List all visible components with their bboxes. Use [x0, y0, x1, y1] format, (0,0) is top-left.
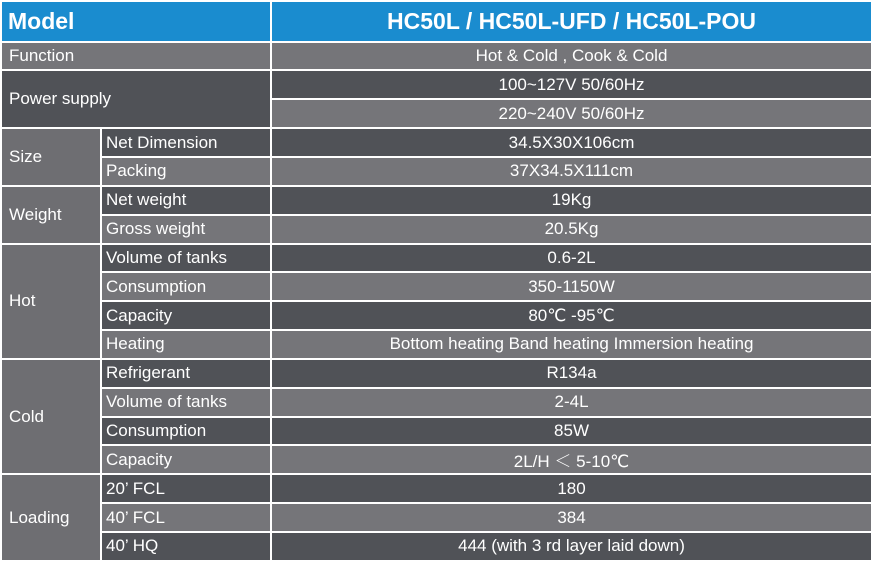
loading-item-value: 444 (with 3 rd layer laid down): [271, 532, 871, 561]
model-value: HC50L / HC50L-UFD / HC50L-POU: [271, 1, 871, 42]
table-row: [1, 503, 871, 532]
power-value: 100~127V 50/60Hz: [271, 70, 871, 99]
hot-label: Hot: [1, 244, 101, 359]
hot-item-label: Volume of tanks: [101, 244, 271, 273]
table-row: [1, 186, 871, 215]
hot-item-value: 350-1150W: [271, 272, 871, 301]
power-value: 220~240V 50/60Hz: [271, 99, 871, 128]
cold-item-label: Refrigerant: [101, 359, 271, 388]
hot-item-label: Consumption: [101, 272, 271, 301]
cold-item-value: R134a: [271, 359, 871, 388]
weight-label: Weight: [1, 186, 101, 244]
hot-item-value: 0.6-2L: [271, 244, 871, 273]
size-item-value: 37X34.5X111cm: [271, 157, 871, 186]
function-label: Function: [1, 42, 271, 71]
table-row: [1, 359, 871, 388]
cold-label: Cold: [1, 359, 101, 474]
table-row: [1, 445, 871, 474]
size-item-label: Net Dimension: [101, 128, 271, 157]
table-row: [1, 388, 871, 417]
cold-item-value: 2-4L: [271, 388, 871, 417]
loading-item-label: 40’ FCL: [101, 503, 271, 532]
table-row: [1, 70, 871, 99]
header-row: [1, 1, 871, 42]
hot-item-label: Capacity: [101, 301, 271, 330]
table-row: [1, 532, 871, 561]
loading-item-value: 180: [271, 474, 871, 503]
weight-item-value: 19Kg: [271, 186, 871, 215]
power-label: Power supply: [1, 70, 271, 128]
table-row: [1, 417, 871, 446]
hot-item-value: Bottom heating Band heating Immersion heating: [271, 330, 871, 359]
loading-item-label: 20’ FCL: [101, 474, 271, 503]
cold-item-label: Consumption: [101, 417, 271, 446]
table-row: [1, 244, 871, 273]
table-row: [1, 42, 871, 71]
weight-item-label: Gross weight: [101, 215, 271, 244]
table-row: [1, 330, 871, 359]
hot-item-label: Heating: [101, 330, 271, 359]
table-row: [1, 215, 871, 244]
function-value: Hot & Cold , Cook & Cold: [271, 42, 871, 71]
table-row: [1, 128, 871, 157]
cold-item-value: 85W: [271, 417, 871, 446]
table-row: [1, 301, 871, 330]
cold-item-value: 2L/H ＜ 5-10℃: [271, 445, 871, 474]
table-row: [1, 157, 871, 186]
table-row: [1, 474, 871, 503]
cold-item-label: Volume of tanks: [101, 388, 271, 417]
size-item-value: 34.5X30X106cm: [271, 128, 871, 157]
table-row: [1, 272, 871, 301]
weight-item-value: 20.5Kg: [271, 215, 871, 244]
hot-item-value: 80℃ -95℃: [271, 301, 871, 330]
loading-item-label: 40’ HQ: [101, 532, 271, 561]
weight-item-label: Net weight: [101, 186, 271, 215]
size-item-label: Packing: [101, 157, 271, 186]
loading-item-value: 384: [271, 503, 871, 532]
cold-item-label: Capacity: [101, 445, 271, 474]
loading-label: Loading: [1, 474, 101, 561]
size-label: Size: [1, 128, 101, 186]
model-label: Model: [1, 1, 271, 42]
